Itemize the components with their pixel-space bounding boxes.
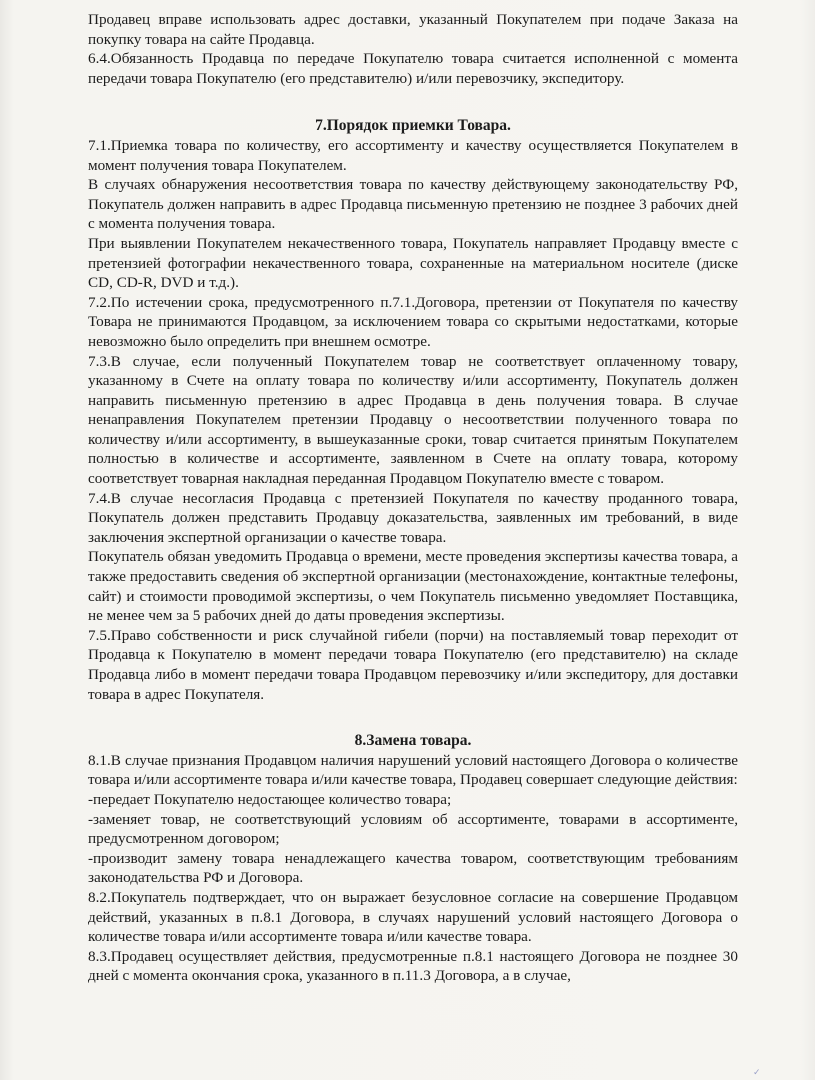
section-8-title: 8.Замена товара.	[354, 732, 472, 750]
clause-6-4: 6.4.Обязанность Продавца по передаче Покупателю товара считается исполненной с момента передачи товара Покупателю (его представителю) и/или перевозчику, экспедитору.	[88, 50, 738, 87]
clause-7-4: 7.4.В случае несогласия Продавца с претензией Покупателя по качеству проданного товара, Покупатель должен представить Продавцу доказательства, заявленных им требований, в виде заключения экспертной организации о качестве товара.	[88, 489, 738, 546]
document-body	[88, 10, 738, 986]
clause-8-1-item-2: -заменяет товар, не соответствующий условиям об ассортименте, товарами в ассортименте, предусмотренном договором;	[88, 810, 738, 848]
clause-8-2: 8.2.Покупатель подтверждает, что он выражает безусловное согласие на совершение Продавцом действий, указанных в п.8.1 Договора, в случаях нарушений условий настоящего Договора о количестве товара и/или ассортименте товара и/или качестве товара.	[88, 888, 738, 946]
handwritten-mark-icon: ✓	[753, 1068, 761, 1078]
clause-7-1-quality: В случаях обнаружения несоответствия товара по качеству действующему законодательству РФ, Покупатель должен направить в адрес Продавца письменную претензию не позднее 3 рабочих дней с момента получения товара.	[88, 176, 738, 233]
clause-7-2: 7.2.По истечении срока, предусмотренного п.7.1.Договора, претензии от Покупателя по качеству Товара не принимаются Продавцом, за исключением товара со скрытыми недостатками, которые невозможно было определить при внешнем осмотре.	[88, 293, 738, 350]
section-7-title: 7.Порядок приемки Товара.	[315, 117, 511, 135]
intro-paragraph-1: Продавец вправе использовать адрес доставки, указанный Покупателем при подаче Заказа на покупку товара на сайте Продавца.	[88, 11, 738, 48]
clause-7-4-notice: Покупатель обязан уведомить Продавца о времени, месте проведения экспертизы качества товара, а также предоставить сведения об экспертной организации (местонахождение, контактные телефоны, сайт) и стоимости проводимой экспертизы, о чем Покупатель письменно уведомляет Поставщика, не менее чем за 5 рабочих дней до даты проведения экспертизы.	[88, 548, 738, 625]
clause-7-1: 7.1.Приемка товара по количеству, его ассортименту и качеству осуществляется Покупателем в момент получения товара Покупателем.	[88, 136, 738, 174]
clause-8-1-item-1: -передает Покупателю недостающее количество товара;	[88, 790, 452, 808]
clause-7-5: 7.5.Право собственности и риск случайной гибели (порчи) на поставляемый товар переходит от Продавца к Покупателю в момент передачи товара Покупателю (его представителю) на складе Продавца либо в момент передачи товара Продавцом перевозчику и/или экспедитору, для доставки товара в адрес Покупателя.	[88, 626, 738, 703]
clause-8-3: 8.3.Продавец осуществляет действия, предусмотренные п.8.1 настоящего Договора не позднее 30 дней с момента окончания срока, указанного в п.11.3 Договора, а в случае,	[88, 947, 738, 985]
clause-8-1-item-3: -производит замену товара ненадлежащего качества товаром, соответствующим требованиям законодательства РФ и Договора.	[88, 849, 738, 887]
clause-7-1-photos: При выявлении Покупателем некачественного товара, Покупатель направляет Продавцу вместе с претензией фотографии некачественного товара, сохраненные на материальном носителе (диске CD, CD-R, DVD и т.д.).	[88, 234, 738, 292]
clause-7-3: 7.3.В случае, если полученный Покупателем товар не соответствует оплаченному товару, указанному в Счете на оплату товара по количеству и/или ассортименту, Покупатель должен направить письменную претензию в адрес Продавца в день получения товара. В случае ненаправления Покупателем претензии Продавцу о несоответствии полученного товара по количеству и/или ассортименту, в вышеуказанные сроки, товар считается принятым Покупателем полностью в количестве и ассортименте, заявленном в Счете на оплату товара, которому соответствует товарная накладная переданная Продавцом Покупателю вместе с товаром.	[88, 352, 738, 488]
clause-8-1: 8.1.В случае признания Продавцом наличия нарушений условий настоящего Договора о количестве товара и/или ассортименте товара и/или качестве товара, Продавец совершает следующие действия:	[88, 751, 738, 789]
